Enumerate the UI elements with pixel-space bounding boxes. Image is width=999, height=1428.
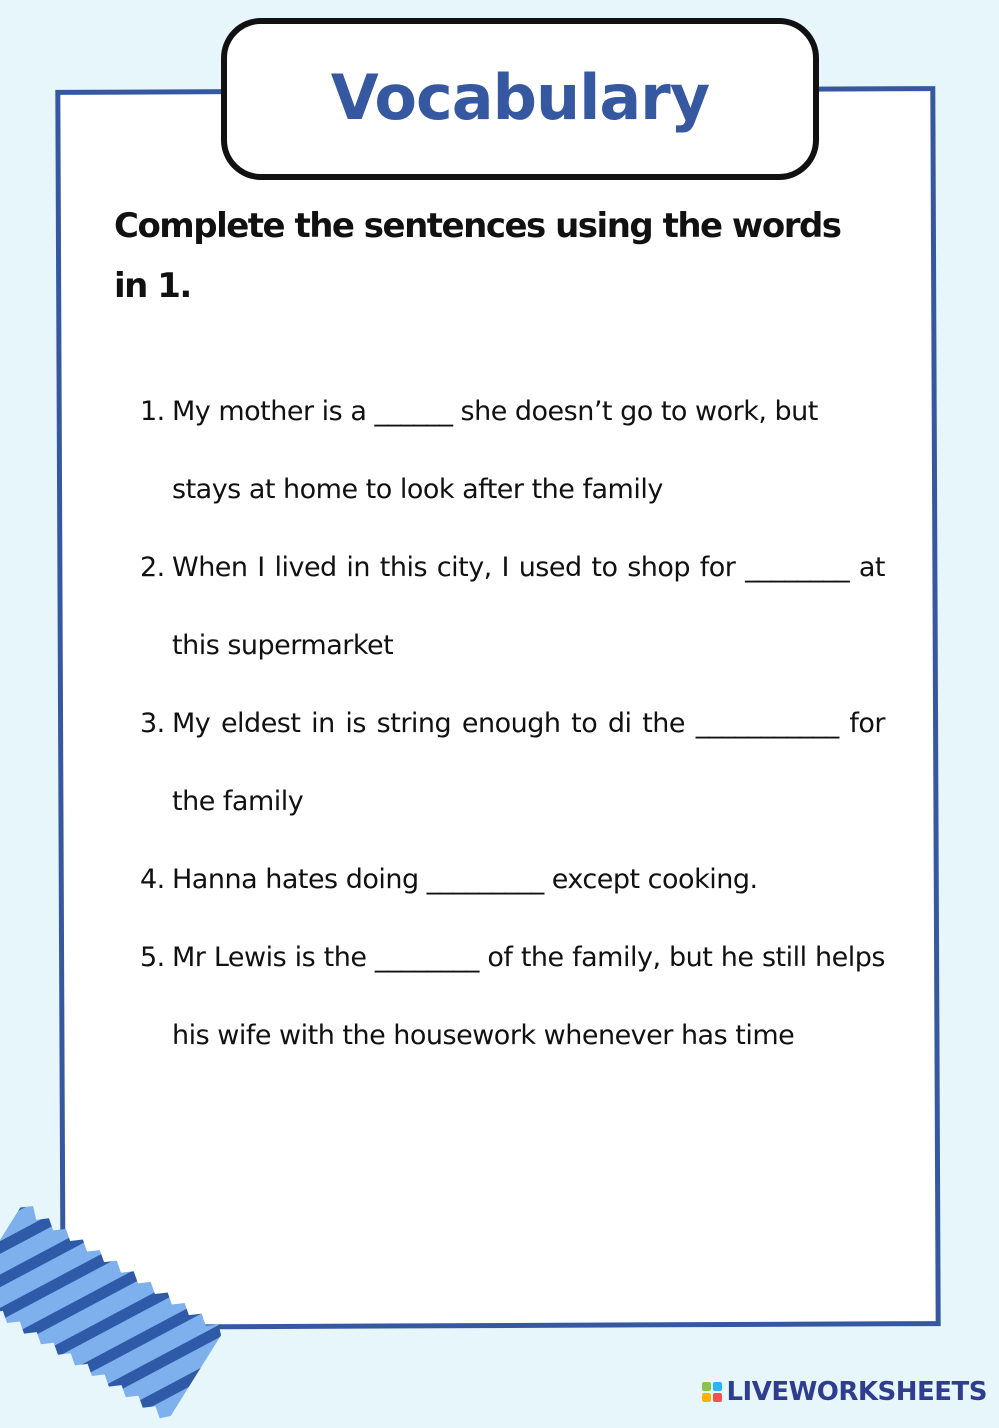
liveworksheets-logo — [702, 1377, 987, 1407]
logo-square-green — [702, 1382, 711, 1391]
question-number: 2. — [140, 552, 165, 583]
question-text: My eldest in is string enough to di the ___________ for the family — [172, 708, 885, 817]
question-item — [140, 841, 885, 919]
question-number: 4. — [140, 864, 165, 895]
question-text: My mother is a ______ she doesn’t go to work, but stays at home to look after the family — [172, 396, 818, 505]
question-item — [140, 529, 885, 685]
question-item — [140, 373, 885, 529]
logo-square-yellow — [702, 1393, 711, 1402]
logo-square-red — [713, 1393, 722, 1402]
question-text: Hanna hates doing _________ except cooking. — [172, 864, 758, 895]
question-text: Mr Lewis is the ________ of the family, but he still helps his wife with the housework whenever has time — [172, 942, 885, 1051]
question-item — [140, 685, 885, 841]
logo-square-blue — [713, 1382, 722, 1391]
question-text: When I lived in this city, I used to shop for ________ at this supermarket — [172, 552, 885, 661]
question-number: 3. — [140, 708, 165, 739]
instruction-text: Complete the sentences using the words in 1. — [114, 206, 841, 306]
page-title: Vocabulary — [330, 60, 710, 134]
question-number: 5. — [140, 942, 165, 973]
title-box — [221, 18, 819, 180]
logo-text: LIVEWORKSHEETS — [726, 1377, 987, 1407]
question-item — [140, 919, 885, 1075]
question-number: 1. — [140, 396, 165, 427]
liveworksheets-logo-icon — [702, 1382, 722, 1402]
